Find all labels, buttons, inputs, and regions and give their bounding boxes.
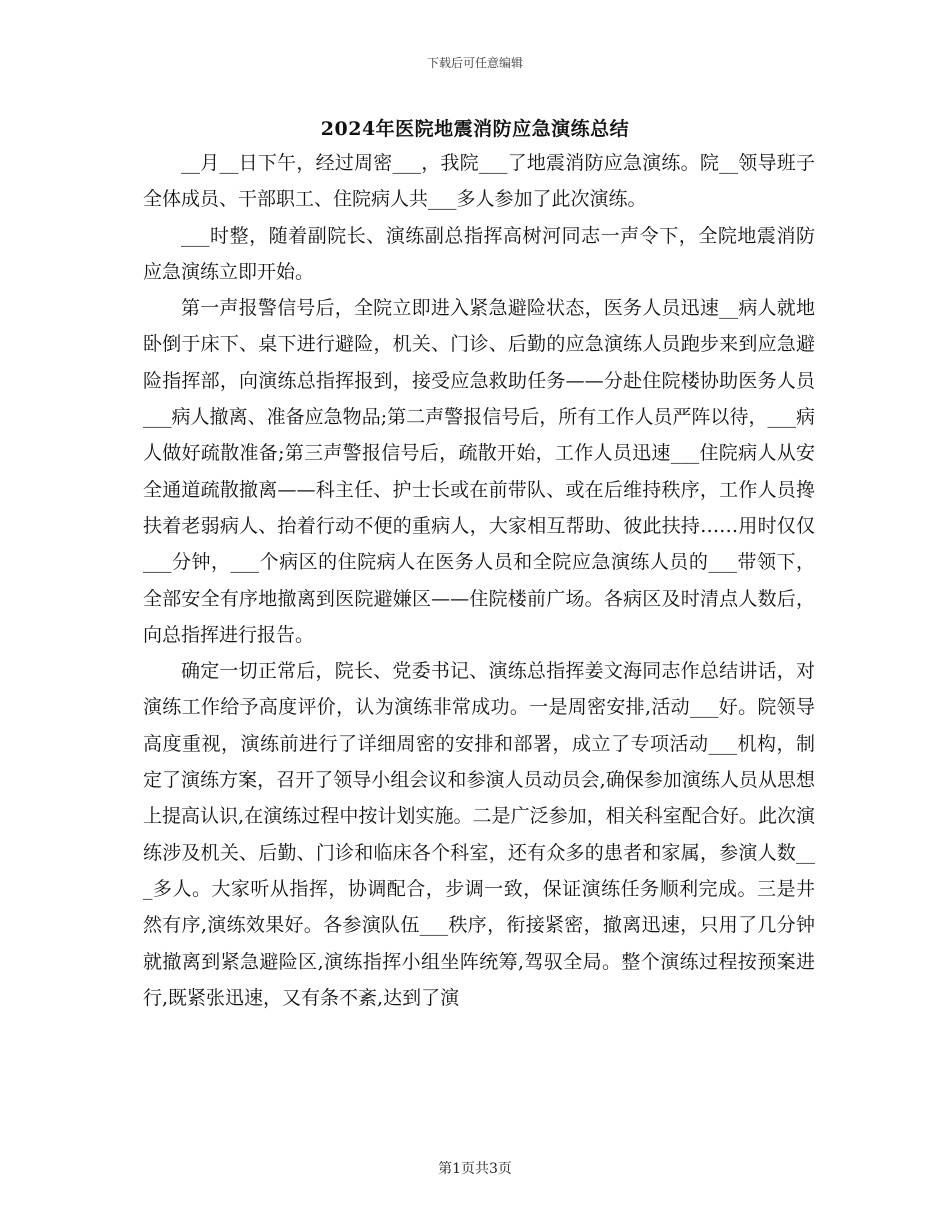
paragraph-1: __月__日下午，经过周密___，我院___了地震消防应急演练。院__领导班子全体成员、干部职工、住院病人共___多人参加了此次演练。 bbox=[143, 152, 815, 211]
document-title: 2024年医院地震消防应急演练总结 bbox=[320, 118, 630, 140]
header-note: 下载后可任意编辑 bbox=[426, 56, 523, 70]
paragraph-2: ___时整，随着副院长、演练副总指挥高树河同志一声令下，全院地震消防应急演练立即开始。 bbox=[143, 224, 815, 283]
page-footer: 第1页共3页 bbox=[438, 1161, 512, 1177]
paragraph-3: 第一声报警信号后，全院立即进入紧急避险状态，医务人员迅速__病人就地卧倒于床下、桌下进行避险，机关、门诊、后勤的应急演练人员跑步来到应急避险指挥部，向演练总指挥报到，接受应急救助任务——分赴住院楼协助医务人员___病人撤离、准备应急物品;第二声警报信号后，所有工作人员严阵以待，___病人做好疏散准备;第三声警报信号后，疏散开始，工作人员迅速___住院病人从安全通道疏散撤离——科主任、护士长或在前带队、或在后维持秩序，工作人员搀扶着老弱病人、抬着行动不便的重病人，大家相互帮助、彼此扶持……用时仅仅___分钟，___个病区的住院病人在医务人员和全院应急演练人员的___带领下，全部安全有序地撤离到医院避嫌区——住院楼前广场。各病区及时清点人数后，向总指挥进行报告。 bbox=[143, 297, 815, 646]
paragraph-4: 确定一切正常后，院长、党委书记、演练总指挥姜文海同志作总结讲话，对演练工作给予高度评价，认为演练非常成功。一是周密安排,活动___好。院领导高度重视，演练前进行了详细周密的安排和部署，成立了专项活动___机构，制定了演练方案，召开了领导小组会议和参演人员动员会,确保参加演练人员从思想上提高认识,在演练过程中按计划实施。二是广泛参加，相关科室配合好。此次演练涉及机关、后勤、门诊和临床各个科室，还有众多的患者和家属，参演人数___多人。大家听从指挥，协调配合，步调一致，保证演练任务顺利完成。三是井然有序,演练效果好。各参演队伍___秩序，衔接紧密，撤离迅速，只用了几分钟就撤离到紧急避险区,演练指挥小组坐阵统筹,驾驭全局。整个演练过程按预案进行,既紧张迅速，又有条不紊,达到了演 bbox=[143, 660, 815, 1009]
document-body bbox=[143, 145, 815, 1016]
